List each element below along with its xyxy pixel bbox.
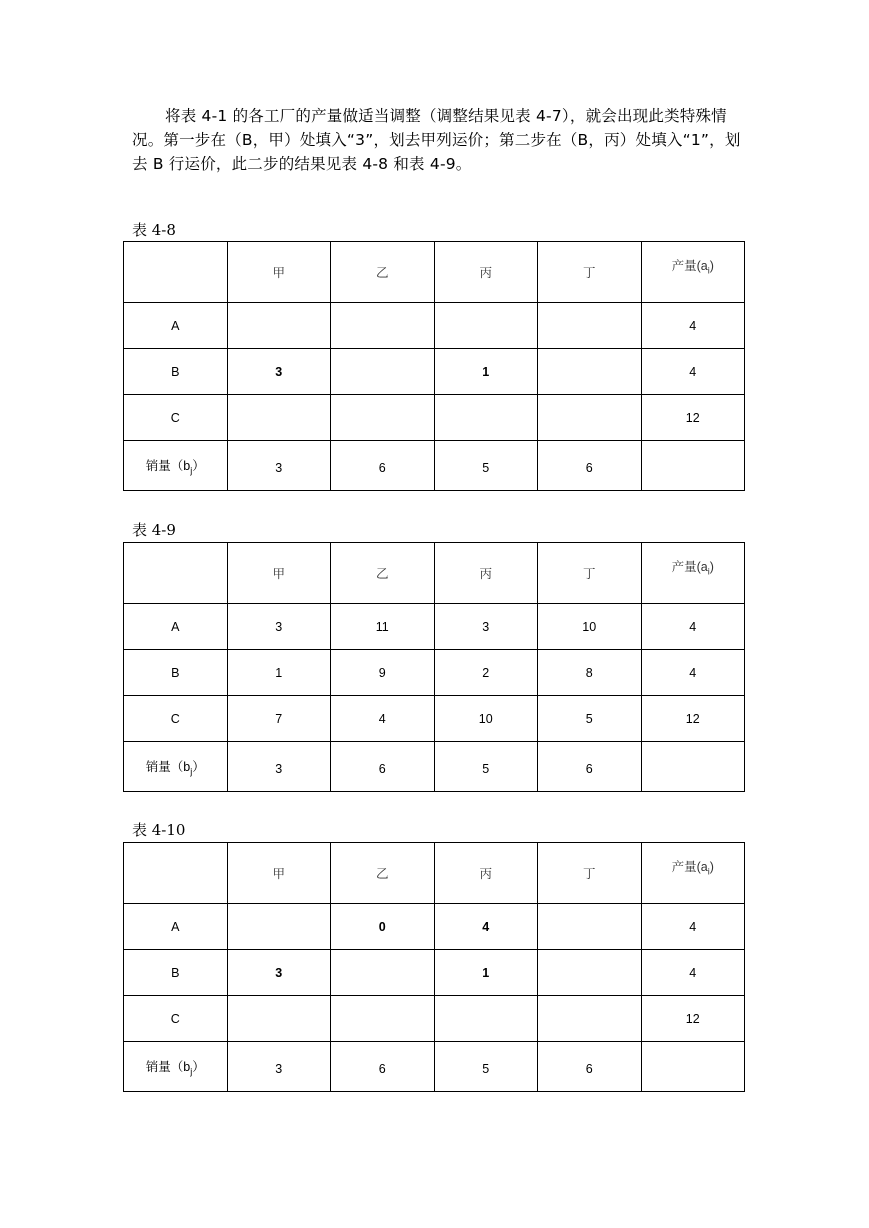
header-production: 产量$(a_i)$ <box>641 843 745 904</box>
table-cell: 0 <box>331 904 435 950</box>
row-label: A <box>124 303 228 349</box>
sales-cell: 3 <box>227 441 331 491</box>
production-cell: 4 <box>641 303 745 349</box>
table-4-10 <box>123 842 745 1092</box>
table-cell: 5 <box>538 696 642 742</box>
sales-cell: 6 <box>331 441 435 491</box>
table-header-row <box>124 843 745 904</box>
sales-row <box>124 441 745 491</box>
header-ding: 丁 <box>538 843 642 904</box>
table-cell <box>538 303 642 349</box>
corner-cell <box>124 843 228 904</box>
corner-cell <box>124 242 228 303</box>
table-header-row <box>124 543 745 604</box>
table-cell <box>331 349 435 395</box>
row-label: B <box>124 349 228 395</box>
table-cell <box>227 395 331 441</box>
table-cell <box>331 395 435 441</box>
table-cell <box>331 303 435 349</box>
empty-cell <box>641 742 745 792</box>
production-cell: 4 <box>641 349 745 395</box>
table-cell: 4 <box>434 904 538 950</box>
table-cell: 4 <box>331 696 435 742</box>
table-cell <box>538 395 642 441</box>
table-cell <box>434 395 538 441</box>
table-row <box>124 904 745 950</box>
table-cell <box>331 996 435 1042</box>
sales-cell: 5 <box>434 742 538 792</box>
empty-cell <box>641 1042 745 1092</box>
table-4-10-caption: 表 4-10 <box>132 821 186 839</box>
table-cell <box>538 349 642 395</box>
table-cell <box>227 904 331 950</box>
sales-row <box>124 1042 745 1092</box>
sales-label: 销量$(b_j)$ <box>124 441 228 491</box>
table-cell <box>538 996 642 1042</box>
row-label: A <box>124 904 228 950</box>
header-bing: 丙 <box>434 543 538 604</box>
table-cell: 11 <box>331 604 435 650</box>
table-cell: 3 <box>227 349 331 395</box>
table-row <box>124 395 745 441</box>
sales-cell: 5 <box>434 441 538 491</box>
production-cell: 12 <box>641 996 745 1042</box>
header-yi: 乙 <box>331 543 435 604</box>
table-row <box>124 650 745 696</box>
row-label: C <box>124 696 228 742</box>
sales-cell: 6 <box>538 742 642 792</box>
table-cell: 10 <box>538 604 642 650</box>
header-bing: 丙 <box>434 242 538 303</box>
table-cell: 1 <box>434 349 538 395</box>
sales-cell: 5 <box>434 1042 538 1092</box>
sales-cell: 6 <box>331 1042 435 1092</box>
table-cell <box>538 904 642 950</box>
corner-cell <box>124 543 228 604</box>
row-label: B <box>124 950 228 996</box>
table-row <box>124 604 745 650</box>
table-4-9-caption: 表 4-9 <box>132 521 176 539</box>
sales-row <box>124 742 745 792</box>
production-cell: 4 <box>641 950 745 996</box>
table-cell: 1 <box>434 950 538 996</box>
table-row <box>124 950 745 996</box>
table-cell <box>538 950 642 996</box>
sales-cell: 3 <box>227 742 331 792</box>
table-row <box>124 696 745 742</box>
table-cell: 10 <box>434 696 538 742</box>
table-row <box>124 303 745 349</box>
table-cell: 3 <box>227 950 331 996</box>
row-label: C <box>124 395 228 441</box>
production-cell: 4 <box>641 904 745 950</box>
intro-paragraph: 将表 4-1 的各工厂的产量做适当调整（调整结果见表 4-7），就会出现此类特殊情况。第一步在（B，甲）处填入“3”，划去甲列运价；第二步在（B，丙）处填入“1”，划去 B 行运价，此二步的结果见表 4-8 和表 4-9。 <box>132 107 741 173</box>
production-cell: 4 <box>641 650 745 696</box>
row-label: C <box>124 996 228 1042</box>
production-cell: 4 <box>641 604 745 650</box>
table-cell: 3 <box>434 604 538 650</box>
header-production: 产量$(a_i)$ <box>641 543 745 604</box>
sales-label: 销量$(b_j)$ <box>124 742 228 792</box>
table-row <box>124 349 745 395</box>
header-jia: 甲 <box>227 843 331 904</box>
header-production: 产量$(a_i)$ <box>641 242 745 303</box>
table-cell <box>227 303 331 349</box>
table-cell: 8 <box>538 650 642 696</box>
header-yi: 乙 <box>331 843 435 904</box>
header-jia: 甲 <box>227 543 331 604</box>
table-cell: 2 <box>434 650 538 696</box>
table-4-8-caption: 表 4-8 <box>132 221 176 239</box>
row-label: A <box>124 604 228 650</box>
table-cell <box>434 303 538 349</box>
table-cell: 3 <box>227 604 331 650</box>
table-cell <box>434 996 538 1042</box>
sales-cell: 3 <box>227 1042 331 1092</box>
table-cell <box>227 996 331 1042</box>
production-cell: 12 <box>641 395 745 441</box>
sales-cell: 6 <box>538 441 642 491</box>
table-cell: 9 <box>331 650 435 696</box>
sales-cell: 6 <box>538 1042 642 1092</box>
sales-label: 销量$(b_j)$ <box>124 1042 228 1092</box>
table-cell <box>331 950 435 996</box>
production-cell: 12 <box>641 696 745 742</box>
table-cell: 7 <box>227 696 331 742</box>
header-jia: 甲 <box>227 242 331 303</box>
empty-cell <box>641 441 745 491</box>
table-cell: 1 <box>227 650 331 696</box>
sales-cell: 6 <box>331 742 435 792</box>
header-ding: 丁 <box>538 543 642 604</box>
table-header-row <box>124 242 745 303</box>
header-ding: 丁 <box>538 242 642 303</box>
header-bing: 丙 <box>434 843 538 904</box>
table-4-8 <box>123 241 745 491</box>
header-yi: 乙 <box>331 242 435 303</box>
table-4-9 <box>123 542 745 792</box>
row-label: B <box>124 650 228 696</box>
table-row <box>124 996 745 1042</box>
